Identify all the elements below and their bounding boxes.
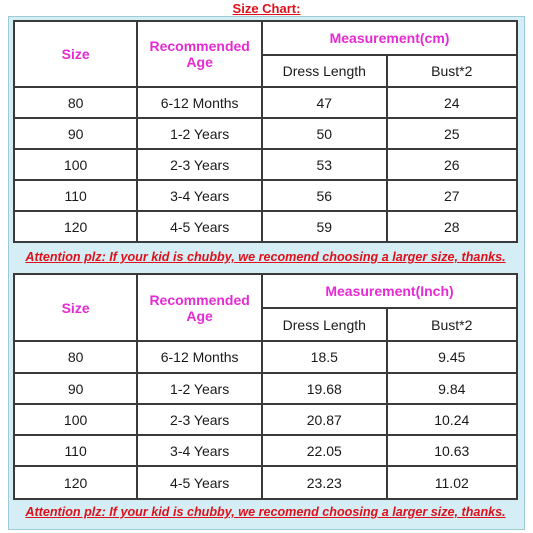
size-cell: 110 <box>14 180 137 211</box>
table-row <box>14 341 517 373</box>
bust-cell: 10.63 <box>387 435 517 466</box>
bust-cell: 10.24 <box>387 404 517 435</box>
size-cell: 90 <box>14 118 137 149</box>
table-row <box>14 373 517 404</box>
size-cell: 120 <box>14 211 137 242</box>
age-cell: 6-12 Months <box>137 341 262 373</box>
bust-cell: 24 <box>387 87 517 118</box>
bust-cell: 11.02 <box>387 466 517 499</box>
table-row <box>14 435 517 466</box>
table-row <box>14 180 517 211</box>
chubby-notice: Attention plz: If your kid is chubby, we recomend choosing a larger size, thanks. <box>25 250 506 264</box>
table-row <box>14 87 517 118</box>
table-row <box>14 466 517 499</box>
bust-cell: 9.84 <box>387 373 517 404</box>
dress-length-cell: 59 <box>262 211 386 242</box>
table-row <box>14 118 517 149</box>
dress-length-cell: 53 <box>262 149 386 180</box>
bust-cell: 27 <box>387 180 517 211</box>
size-table-inch <box>13 273 518 500</box>
table-row <box>14 149 517 180</box>
size-cell: 80 <box>14 341 137 373</box>
table-row <box>14 404 517 435</box>
dress-length-cell: 20.87 <box>262 404 387 435</box>
age-cell: 4-5 Years <box>137 211 262 242</box>
size-table-cm <box>13 20 518 243</box>
table-header-row <box>14 21 517 55</box>
dress-length-cell: 47 <box>262 87 386 118</box>
age-cell: 3-4 Years <box>137 180 262 211</box>
dress-length-header: Dress Length <box>262 55 386 87</box>
age-header: Recommended Age <box>137 21 262 87</box>
size-header: Size <box>14 274 137 341</box>
age-cell: 1-2 Years <box>137 373 262 404</box>
size-chart-title: Size Chart: <box>232 1 301 16</box>
dress-length-cell: 50 <box>262 118 386 149</box>
bust-header: Bust*2 <box>387 55 517 87</box>
bust-header: Bust*2 <box>387 308 517 341</box>
dress-length-cell: 19.68 <box>262 373 387 404</box>
size-cell: 100 <box>14 149 137 180</box>
dress-length-cell: 23.23 <box>262 466 387 499</box>
age-header: Recommended Age <box>137 274 262 341</box>
size-cell: 100 <box>14 404 137 435</box>
size-header: Size <box>14 21 137 87</box>
dress-length-cell: 56 <box>262 180 386 211</box>
age-cell: 6-12 Months <box>137 87 262 118</box>
dress-length-header: Dress Length <box>262 308 387 341</box>
age-cell: 2-3 Years <box>137 404 262 435</box>
bust-cell: 25 <box>387 118 517 149</box>
size-cell: 90 <box>14 373 137 404</box>
bust-cell: 9.45 <box>387 341 517 373</box>
dress-length-cell: 18.5 <box>262 341 387 373</box>
size-cell: 120 <box>14 466 137 499</box>
dress-length-cell: 22.05 <box>262 435 387 466</box>
age-cell: 3-4 Years <box>137 435 262 466</box>
age-cell: 1-2 Years <box>137 118 262 149</box>
bust-cell: 28 <box>387 211 517 242</box>
bust-cell: 26 <box>387 149 517 180</box>
measurement-header: Measurement(Inch) <box>262 274 517 308</box>
table-header-row <box>14 274 517 308</box>
age-cell: 4-5 Years <box>137 466 262 499</box>
table-row <box>14 211 517 242</box>
size-cell: 110 <box>14 435 137 466</box>
chubby-notice: Attention plz: If your kid is chubby, we recomend choosing a larger size, thanks. <box>25 505 506 519</box>
size-cell: 80 <box>14 87 137 118</box>
age-cell: 2-3 Years <box>137 149 262 180</box>
measurement-header: Measurement(cm) <box>262 21 517 55</box>
